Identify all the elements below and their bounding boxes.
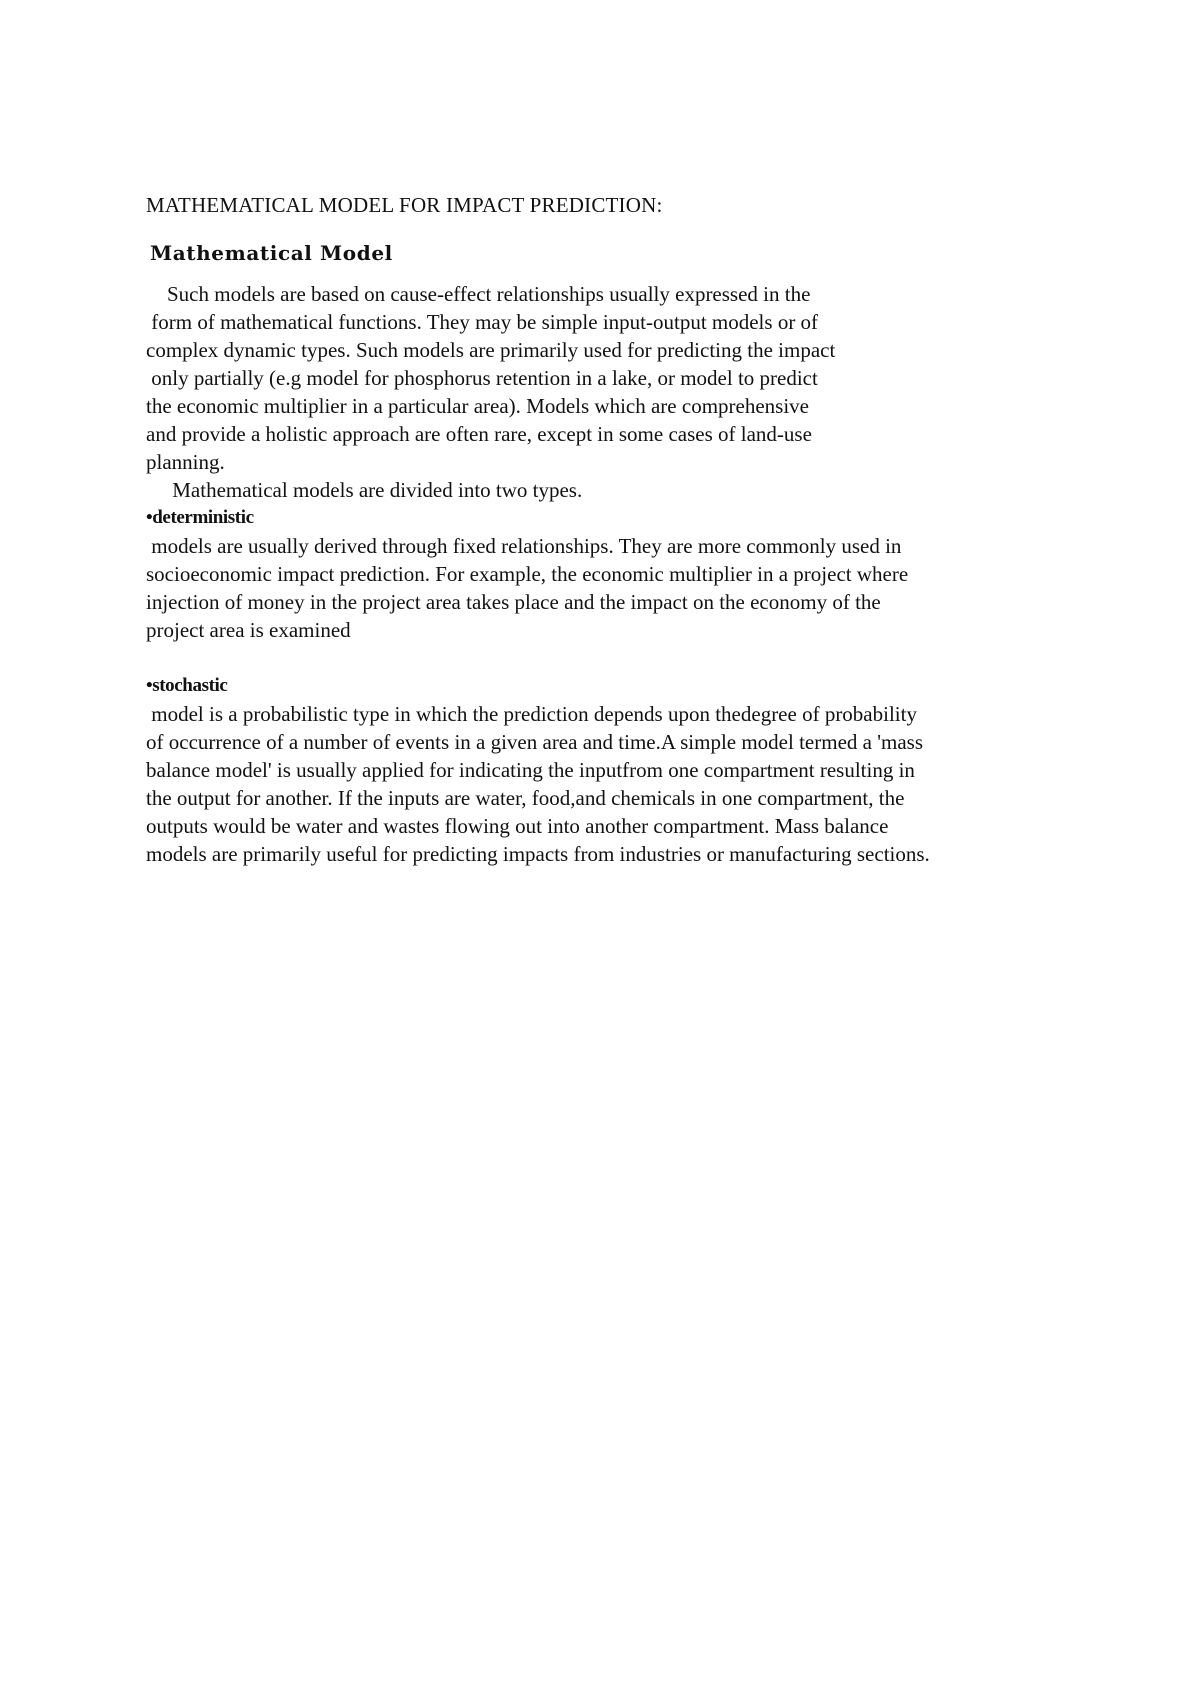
deterministic-section [146, 504, 1076, 644]
intro-line: Mathematical models are divided into two types. [146, 478, 583, 502]
stochastic-line: of occurrence of a number of events in a given area and time.A simple model termed a 'mass [146, 730, 923, 754]
stochastic-section [146, 672, 1076, 868]
deterministic-line: models are usually derived through fixed relationships. They are more commonly used in [146, 534, 902, 558]
intro-paragraph [146, 280, 1076, 504]
deterministic-term: •deterministic [146, 507, 254, 528]
intro-line: form of mathematical functions. They may be simple input-output models or of [146, 310, 819, 334]
intro-line: planning. [146, 450, 225, 474]
document-title: MATHEMATICAL MODEL FOR IMPACT PREDICTION: [146, 193, 663, 217]
intro-line: complex dynamic types. Such models are primarily used for predicting the impact [146, 338, 836, 362]
intro-line: the economic multiplier in a particular area). Models which are comprehensive [146, 394, 809, 418]
paragraph-gap [146, 644, 1076, 672]
deterministic-line: socioeconomic impact prediction. For example, the economic multiplier in a project where [146, 562, 909, 586]
stochastic-line: the output for another. If the inputs are water, food,and chemicals in one compartment, the [146, 786, 905, 810]
stochastic-line: models are primarily useful for predicting impacts from industries or manufacturing sections. [146, 842, 930, 866]
stochastic-line: balance model' is usually applied for indicating the inputfrom one compartment resulting in [146, 758, 915, 782]
stochastic-term: •stochastic [146, 675, 228, 696]
document-content [146, 190, 1076, 868]
intro-line: only partially (e.g model for phosphorus retention in a lake, or model to predict [146, 366, 818, 390]
stochastic-line: model is a probabilistic type in which the prediction depends upon thedegree of probability [146, 702, 917, 726]
intro-line: and provide a holistic approach are often rare, except in some cases of land-use [146, 422, 812, 446]
deterministic-line: injection of money in the project area takes place and the impact on the economy of the [146, 590, 881, 614]
intro-line: Such models are based on cause-effect relationships usually expressed in the [146, 282, 811, 306]
stochastic-line: outputs would be water and wastes flowing out into another compartment. Mass balance [146, 814, 889, 838]
section-heading: Mathematical Model [150, 241, 393, 265]
deterministic-line: project area is examined [146, 618, 351, 642]
